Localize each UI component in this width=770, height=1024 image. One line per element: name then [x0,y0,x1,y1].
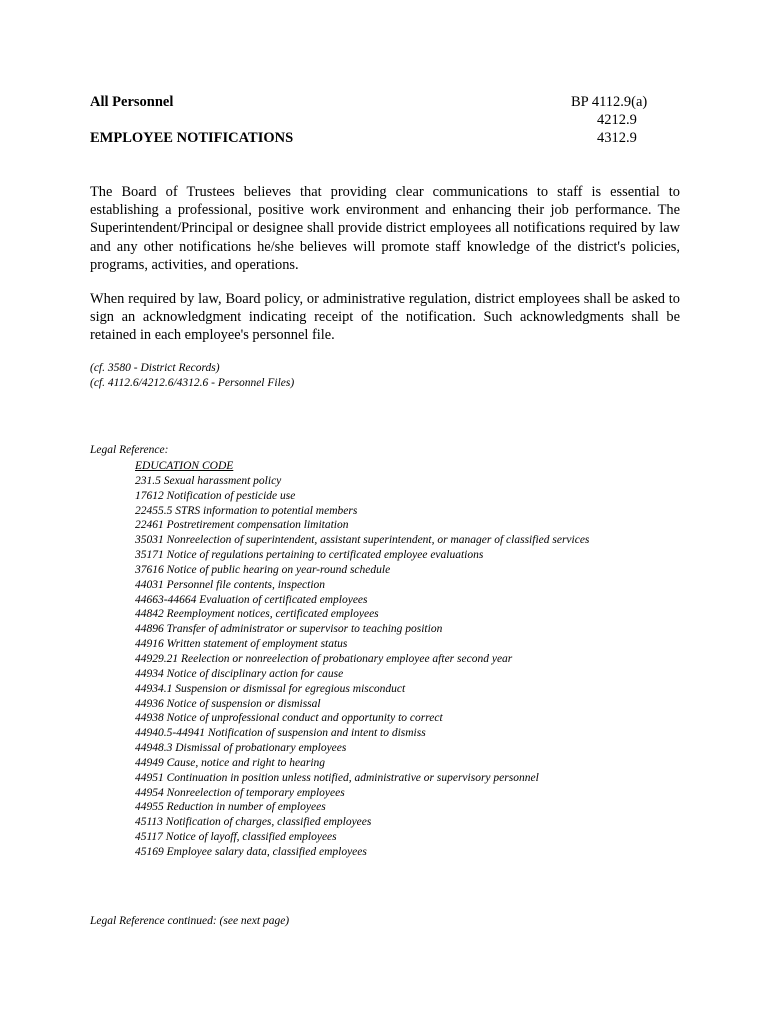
cross-reference: (cf. 4112.6/4212.6/4312.6 - Personnel Files) [90,377,295,389]
legal-item: 44948.3 Dismissal of probationary employees [135,742,347,755]
legal-reference-list [135,459,695,860]
legal-item: 44929.21 Reelection or nonreelection of probationary employee after second year [135,652,513,665]
legal-item: 44940.5-44941 Notification of suspension and intent to dismiss [135,727,426,740]
cross-reference: (cf. 3580 - District Records) [90,362,220,374]
legal-item: 45169 Employee salary data, classified employees [135,845,367,858]
legal-item: 22455.5 STRS information to potential members [135,504,358,517]
legal-item: 44938 Notice of unprofessional conduct and opportunity to correct [135,712,443,725]
body-paragraph: When required by law, Board policy, or administrative regulation, district employees shall be asked to sign an acknowledgment indicating receipt of the notification. Such acknowledgments shall be retained in each employee's personnel file. [90,291,680,344]
legal-item: 44934 Notice of disciplinary action for cause [135,667,344,680]
policy-code: 4312.9 [597,130,637,146]
legal-item: 231.5 Sexual harassment policy [135,474,282,487]
legal-item: 44951 Continuation in position unless notified, administrative or supervisory personnel [135,771,539,784]
category-heading: All Personnel [90,94,174,110]
legal-item: 44663-44664 Evaluation of certificated employees [135,593,368,606]
legal-item: 44916 Written statement of employment status [135,638,348,651]
legal-item: 44842 Reemployment notices, certificated employees [135,608,379,621]
legal-item: 35031 Nonreelection of superintendent, assistant superintendent, or manager of classified services [135,534,590,547]
legal-item: 35171 Notice of regulations pertaining to certificated employee evaluations [135,549,484,562]
legal-item: 37616 Notice of public hearing on year-round schedule [135,563,391,576]
legal-reference-heading: Legal Reference: [90,444,169,456]
code-title: EDUCATION CODE [135,460,234,472]
legal-item: 45113 Notification of charges, classified employees [135,816,372,829]
legal-item: 44955 Reduction in number of employees [135,801,326,814]
legal-item: 44949 Cause, notice and right to hearing [135,756,326,769]
policy-code: BP 4112.9(a) [571,94,648,110]
legal-item: 44031 Personnel file contents, inspection [135,578,326,591]
policy-code: 4212.9 [597,112,637,128]
legal-item: 44896 Transfer of administrator or supervisor to teaching position [135,623,443,636]
legal-item: 45117 Notice of layoff, classified employees [135,831,337,844]
legal-item: 44936 Notice of suspension or dismissal [135,697,321,710]
body-paragraph: The Board of Trustees believes that providing clear communications to staff is essential to establishing a professional, positive work environment and enhancing their job performance. The Superintendent/Principal or designee shall provide district employees all notifications required by law and any other notifications he/she believes will promote staff knowledge of the district's policies, programs, activities, and operations. [90,184,680,273]
legal-item: 17612 Notification of pesticide use [135,489,296,502]
continuation-note: Legal Reference continued: (see next page) [90,915,290,927]
legal-item: 22461 Postretirement compensation limitation [135,519,349,532]
legal-item: 44954 Nonreelection of temporary employees [135,786,345,799]
legal-item: 44934.1 Suspension or dismissal for egregious misconduct [135,682,406,695]
page-title: EMPLOYEE NOTIFICATIONS [90,130,294,146]
